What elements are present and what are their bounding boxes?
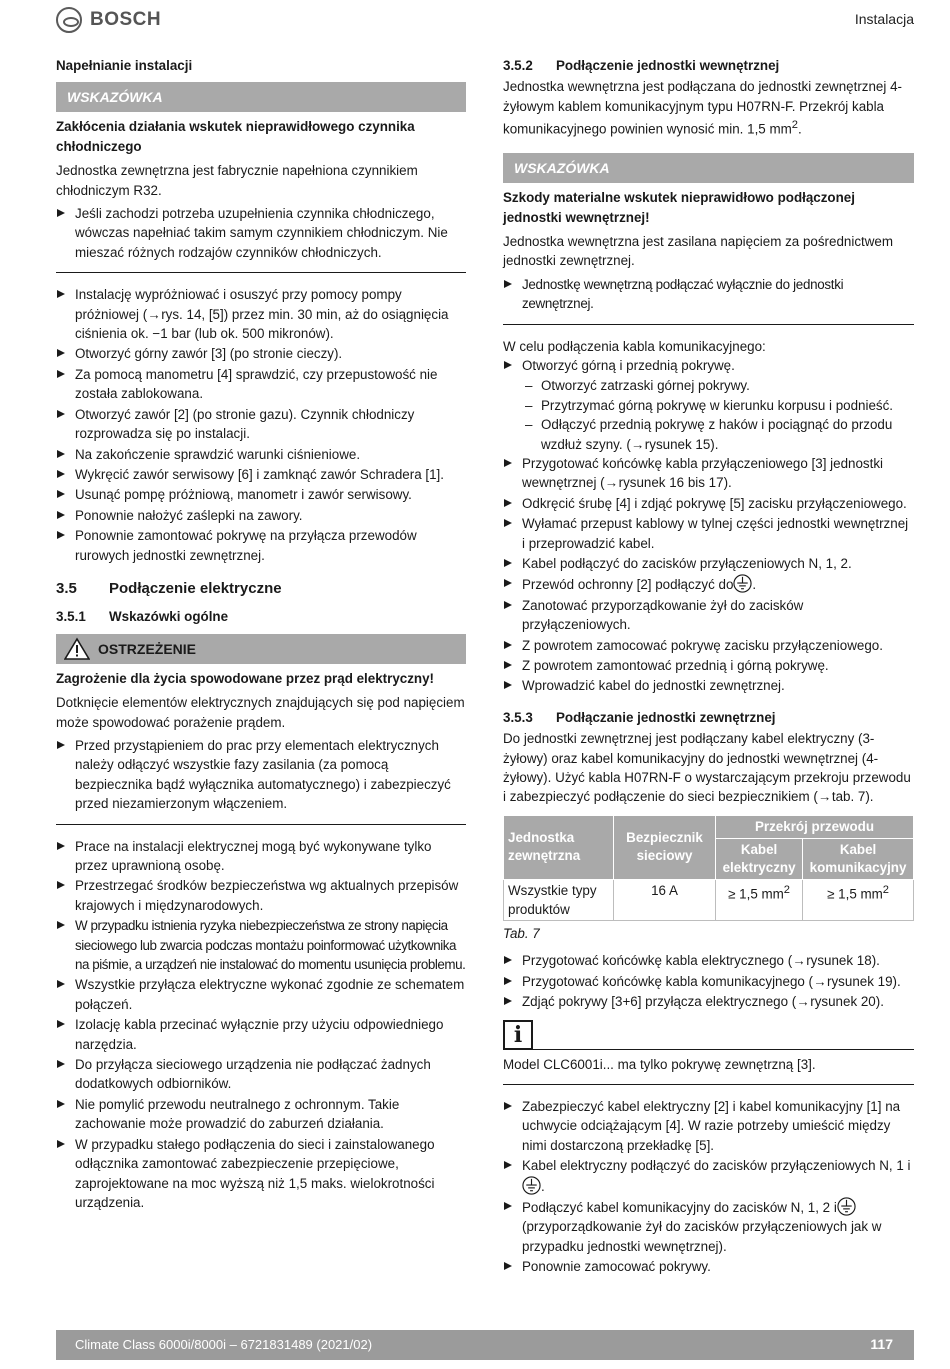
- list-item: Przygotować końcówkę kabla komunikacyjnego (→rysunek 19).: [503, 972, 914, 991]
- note-text: Jednostka zewnętrzna jest fabrycznie napełniona czynnikiem chłodniczym R32.: [56, 163, 418, 198]
- section-3-5-2-text: Jednostka wewnętrzna jest podłączana do jednostki zewnętrznej 4-żyłowym kablem komunikacyjnym typu H07RN-F. Przekrój kabla komunikacyjnego powinien wynosić min. 1,5 $mm^2$.: [503, 79, 902, 137]
- list-item: Do przyłącza sieciowego urządzenia nie podłączać żadnych dodatkowych odbiorników.: [56, 1055, 466, 1094]
- ground-icon: [837, 1197, 856, 1216]
- list-item: Na zakończenie sprawdzić warunki ciśnieniowe.: [56, 445, 466, 464]
- page-header: [56, 7, 914, 33]
- list-item: Przed przystąpieniem do prac przy elementach elektrycznych należy odłączyć wszystkie fazy zasilania (za pomocą bezpiecznika bądź wyłącznika automatycznego) i zabezpieczyć przed niezamierzonym włączeniem.: [56, 736, 466, 814]
- info-text: Model CLC6001i... ma tylko pokrywę zewnętrzną [3].: [503, 1056, 816, 1072]
- warning-label: OSTRZEŻENIE: [98, 640, 197, 657]
- list-item: Otworzyć zawór [2] (po stronie gazu). Czynnik chłodniczy rozprowadza się po instalacji.: [56, 405, 466, 444]
- divider: [56, 824, 466, 825]
- note-bullets: [503, 275, 914, 314]
- arrow-icon: →: [604, 475, 619, 491]
- list-item: Jednostkę wewnętrzną podłączać wyłącznie do jednostki zewnętrznej.: [503, 275, 914, 314]
- list-item: Ponownie zamocować pokrywy.: [503, 1257, 914, 1276]
- table-header-comm: Kabel komunikacyjny: [803, 838, 914, 879]
- cable-table: [503, 815, 914, 921]
- warning-title: Zagrożenie dla życia spowodowane przez prąd elektryczny!: [56, 670, 435, 686]
- list-item: Wprowadzić kabel do jednostki zewnętrznej.: [503, 676, 914, 695]
- list-item: Wszystkie przyłącza elektryczne wykonać zgodnie ze schematem połączeń.: [56, 975, 466, 1014]
- list-item: Przewód ochronny [2] podłączyć do .: [503, 574, 914, 594]
- brand-name: BOSCH: [90, 9, 162, 31]
- list-item: Przestrzegać środków bezpieczeństwa wg aktualnych przepisów krajowych i międzynarodowych.: [56, 876, 466, 915]
- table-cell-unit: Wszystkie typy produktów: [504, 879, 614, 920]
- table-header-unit: Jednostka zewnętrzna: [504, 815, 614, 879]
- info-box: [503, 1020, 914, 1050]
- list-item: Nie pomylić przewodu neutralnego z ochronnym. Takie zachowanie może prowadzić do zaburzeń działania.: [56, 1095, 466, 1134]
- bosch-logo: [56, 7, 161, 33]
- divider: [56, 272, 466, 273]
- section-name: Instalacja: [854, 11, 914, 27]
- table-cell-fuse: 16 A: [614, 879, 716, 920]
- section-3-5-3-text: Do jednostki zewnętrznej jest podłączany kabel elektryczny (3-żyłowy) oraz kabel komunikacyjny do jednostki wewnętrznej (4-żyłowy). Użyć kabla H07RN-F o wystarczającym przekroju przewodu i zabezpieczyć podłączenie do sieci bezpiecznikiem (→tab. 7).: [503, 729, 914, 807]
- arrow-icon: →: [796, 994, 810, 1010]
- arrow-icon: →: [813, 973, 827, 989]
- note-bar: WSKAZÓWKA: [56, 82, 466, 112]
- list-item: Jeśli zachodzi potrzeba uzupełnienia czynnika chłodniczego, wówczas napełniać takim samym czynnikiem chłodniczym. Nie mieszać różnych rodzajów czynników chłodniczych.: [56, 204, 466, 262]
- table-header-fuse: Bezpiecznik sieciowy: [614, 815, 716, 879]
- left-column: [56, 56, 466, 1213]
- comm-steps: [503, 356, 914, 375]
- list-item: Zanotować przyporządkowanie żył do zacisków przyłączeniowych.: [503, 596, 914, 635]
- list-item: Ponownie zamontować pokrywę na przyłącza przewodów rurowych jednostki zewnętrznej.: [56, 526, 466, 565]
- note-text: Jednostka wewnętrzna jest zasilana napięciem za pośrednictwem jednostki zewnętrznej.: [503, 233, 894, 269]
- warning-triangle-icon: [56, 634, 98, 664]
- page-footer: [56, 1330, 914, 1360]
- section-heading-3-5: 3.5 Podłączenie elektryczne: [56, 579, 282, 597]
- list-item: Instalację wypróżniować i osuszyć przy pomocy pompy próżniowej (→rys. 14, [5]) przez min. 30 min, aż do osiągnięcia ciśnienia ok. −1 bar (lub ok. 500 mikronów).: [56, 285, 466, 343]
- list-item: Przygotować końcówkę kabla przyłączeniowego [3] jednostki wewnętrznej (→rysunek 16 bis 17).: [503, 454, 914, 493]
- table-cell-elec: ≥ 1,5 $mm^2$: [716, 879, 803, 920]
- list-item: Zdjąć pokrywy [3+6] przyłącza elektrycznego (→rysunek 20).: [503, 992, 914, 1011]
- section-heading-3-5-3: 3.5.3 Podłączanie jednostki zewnętrznej: [503, 709, 776, 725]
- table-cell-comm: ≥ 1,5 $mm^2$: [803, 879, 914, 920]
- list-item: Zabezpieczyć kabel elektryczny [2] i kabel komunikacyjny [1] na uchwycie odciążającym [4]. W razie potrzeby umieścić między nimi dostarczoną przekładkę [5].: [503, 1097, 914, 1155]
- list-item: – Otworzyć zatrzaski górnej pokrywy.: [522, 376, 914, 395]
- note-title: Zakłócenia działania wskutek nieprawidłowego czynnika chłodniczego: [56, 119, 415, 154]
- arrow-icon: →: [818, 789, 832, 805]
- arrow-icon: →: [147, 306, 161, 322]
- list-item: Ponownie nałożyć zaślepki na zawory.: [56, 506, 466, 525]
- list-item: – Przytrzymać górną pokrywę w kierunku korpusu i podnieść.: [522, 396, 914, 415]
- table-header-elec: Kabel elektryczny: [716, 838, 803, 879]
- comm-steps-2: [503, 454, 914, 696]
- warning-text: Dotknięcie elementów elektrycznych znajdujących się pod napięciem może spowodować porażenie prądem.: [56, 695, 465, 730]
- list-item: W przypadku stałego podłączenia do sieci i zainstalowanego odłącznika zamontować zabezpieczenie przepięciowe, zaprojektowane na moc wyższą niż 1,5 maks. wielokrotności urządzenia.: [56, 1135, 466, 1213]
- info-icon: i: [503, 1020, 533, 1050]
- table-caption: Tab. 7: [503, 925, 540, 941]
- ground-icon: [733, 574, 752, 593]
- note-title: Szkody materialne wskutek nieprawidłowo podłączonej jednostki wewnętrznej!: [503, 190, 855, 225]
- list-item: Otworzyć górny zawór [3] (po stronie cieczy).: [56, 344, 466, 363]
- prep-steps: [503, 951, 914, 1011]
- list-item: Prace na instalacji elektrycznej mogą być wykonywane tylko przez uprawnioną osobę.: [56, 837, 466, 876]
- list-item: W przypadku istnienia ryzyka niebezpieczeństwa ze strony napięcia sieciowego lub zwarcia podczas montażu poinformować użytkownika na piśmie, a urządzeń nie instalować do momentu usunięcia problemu.: [56, 916, 466, 974]
- warning-bullets: [56, 736, 466, 814]
- list-item: Izolację kabla przecinać wyłącznie przy użyciu odpowiedniego narzędzia.: [56, 1015, 466, 1054]
- list-item: Odkręcić śrubę [4] i zdjąć pokrywę [5] zacisku przyłączeniowego.: [503, 494, 914, 513]
- list-item: Wykręcić zawór serwisowy [6] i zamknąć zawór Schradera [1].: [56, 465, 466, 484]
- table-row: [504, 879, 914, 920]
- arrow-icon: →: [631, 436, 645, 452]
- fill-title: Napełnianie instalacji: [56, 58, 193, 73]
- bosch-armature-icon: [56, 7, 82, 33]
- fill-steps: [56, 285, 466, 565]
- general-bullets: [56, 837, 466, 1213]
- list-item: Wyłamać przepust kablowy w tylnej części jednostki wewnętrznej i przeprowadzić kabel.: [503, 514, 914, 553]
- section-heading-3-5-1: 3.5.1 Wskazówki ogólne: [56, 609, 229, 625]
- note-bullets: [56, 204, 466, 262]
- arrow-icon: →: [792, 953, 806, 969]
- list-item: Przygotować końcówkę kabla elektrycznego (→rysunek 18).: [503, 951, 914, 970]
- list-item: Z powrotem zamocować pokrywę zacisku przyłączeniowego.: [503, 636, 914, 655]
- section-heading-3-5-2: 3.5.2 Podłączenie jednostki wewnętrznej: [503, 58, 780, 73]
- right-column: [503, 56, 914, 1278]
- comm-intro: W celu podłączenia kabla komunikacyjnego:: [503, 338, 766, 354]
- list-item: Z powrotem zamontować przednią i górną pokrywę.: [503, 656, 914, 675]
- list-item: – Odłączyć przednią pokrywę z haków i pociągnąć do przodu wzdłuż szyny. (→rysunek 15).: [522, 415, 914, 454]
- final-steps: [503, 1097, 914, 1277]
- comm-substeps: [522, 376, 914, 454]
- warning-bar: [56, 634, 466, 664]
- divider: [503, 324, 914, 325]
- list-item: Kabel podłączyć do zacisków przyłączeniowych N, 1, 2.: [503, 554, 914, 573]
- list-item: Podłączyć kabel komunikacyjny do zacisków N, 1, 2 i (przyporządkowanie żył do zacisków przyłączeniowych jak w przypadku jednostki wewnętrznej).: [503, 1197, 914, 1256]
- note-bar: WSKAZÓWKA: [503, 153, 914, 183]
- divider: [503, 1084, 914, 1085]
- list-item: Otworzyć górną i przednią pokrywę.: [503, 356, 914, 375]
- list-item: Za pomocą manometru [4] sprawdzić, czy przepustowość nie została zablokowana.: [56, 365, 466, 404]
- list-item: Usunąć pompę próżniową, manometr i zawór serwisowy.: [56, 485, 466, 504]
- list-item: Kabel elektryczny podłączyć do zacisków przyłączeniowych N, 1 i.: [503, 1156, 914, 1196]
- ground-icon: [522, 1176, 541, 1195]
- table-header-cross: Przekrój przewodu: [716, 815, 914, 838]
- document-id: Climate Class 6000i/8000i – 6721831489 (2021/02): [75, 1337, 373, 1352]
- page-number: 117: [870, 1336, 893, 1352]
